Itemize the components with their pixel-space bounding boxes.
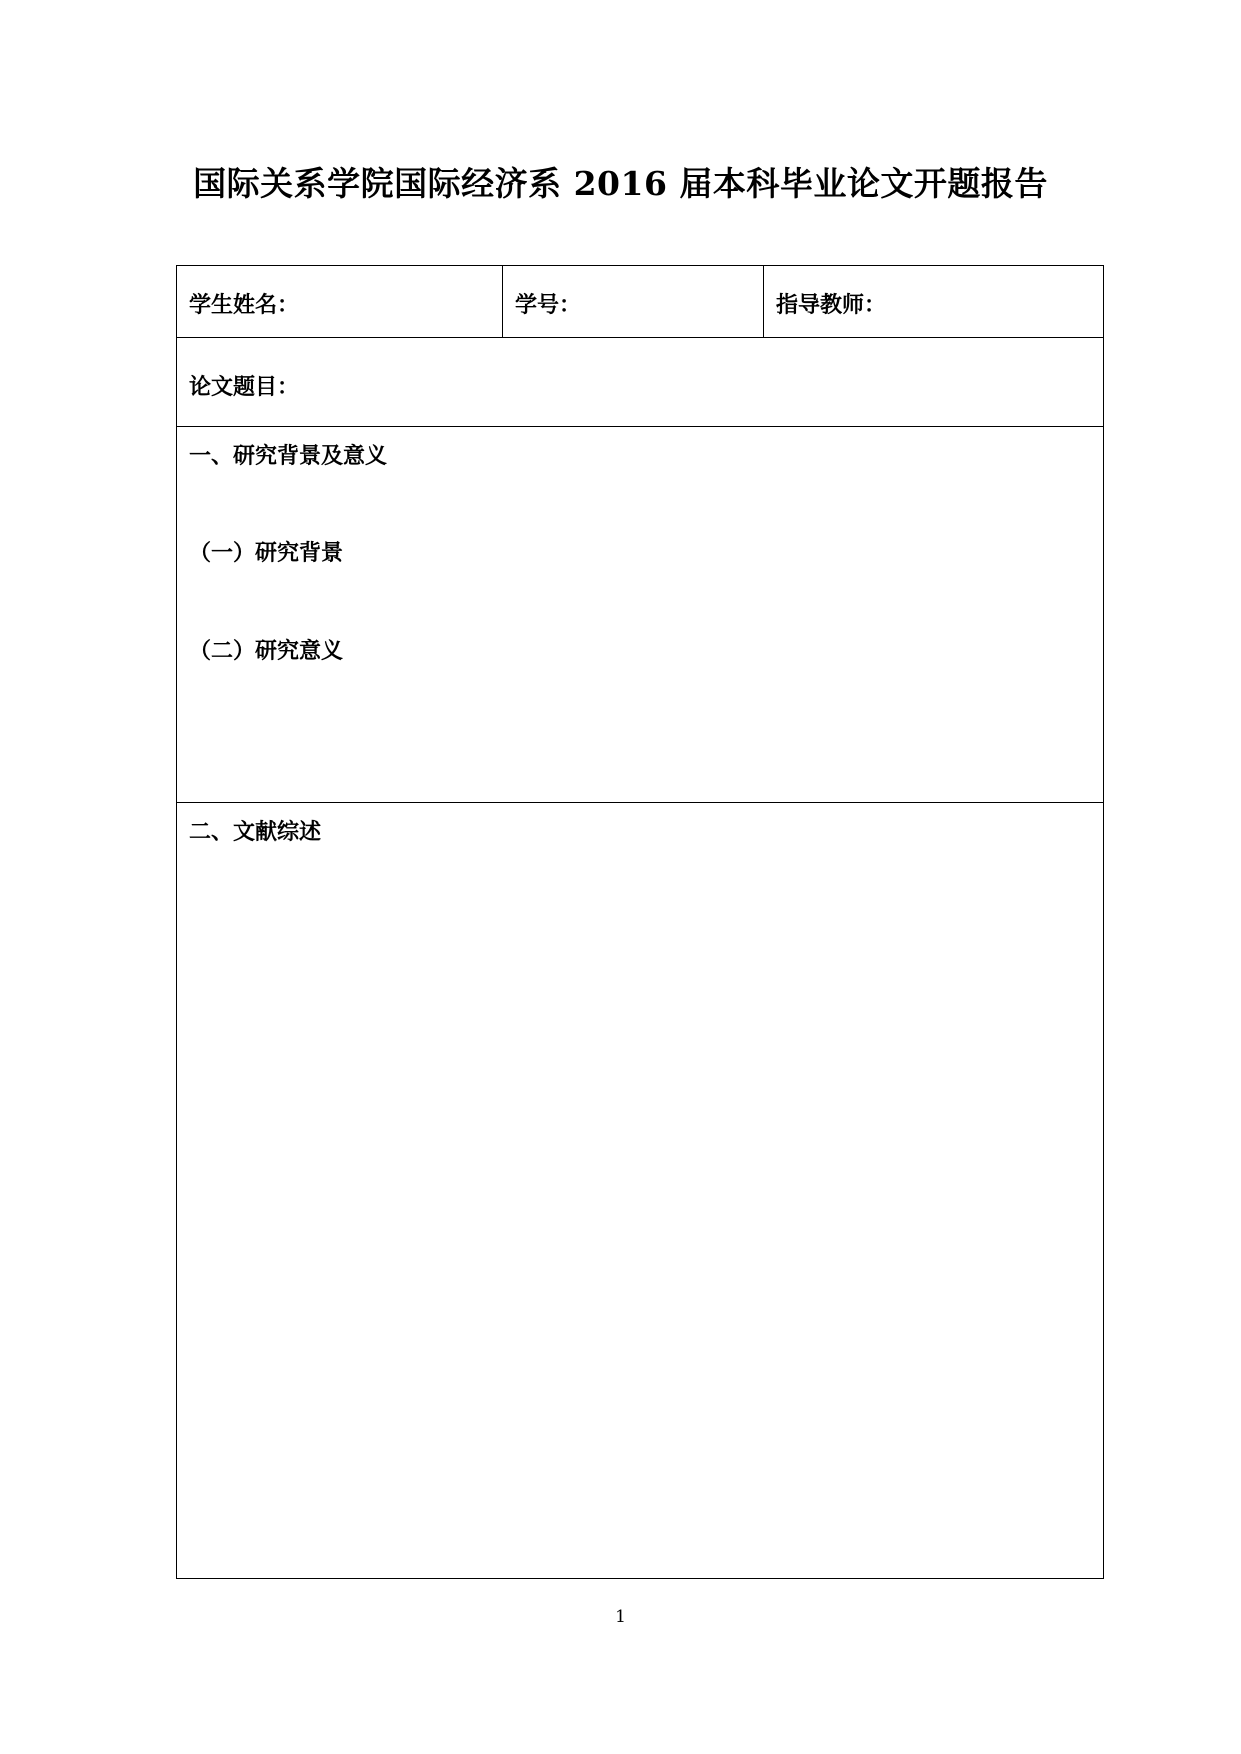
proposal-form-table [176,265,1104,1579]
advisor-label: 指导教师： [776,292,887,318]
thesis-title-label: 论文题目： [189,374,300,400]
literature-review-section[interactable] [177,803,1103,1578]
info-row [177,266,1103,338]
student-name-cell[interactable] [177,266,503,337]
page-number: 1 [615,1607,626,1627]
advisor-cell[interactable] [764,266,1103,337]
student-id-label: 学号： [515,292,582,318]
section2-heading: 二、文献综述 [189,819,322,845]
research-background-subheading: （一）研究背景 [189,540,344,566]
student-name-label: 学生姓名： [189,292,300,318]
research-background-section[interactable] [177,427,1103,803]
section1-heading: 一、研究背景及意义 [189,443,388,469]
student-id-cell[interactable] [503,266,764,337]
document-title: 国际关系学院国际经济系 2016 届本科毕业论文开题报告 [193,164,1048,203]
research-significance-subheading: （二）研究意义 [189,638,344,664]
thesis-title-row[interactable] [177,338,1103,427]
